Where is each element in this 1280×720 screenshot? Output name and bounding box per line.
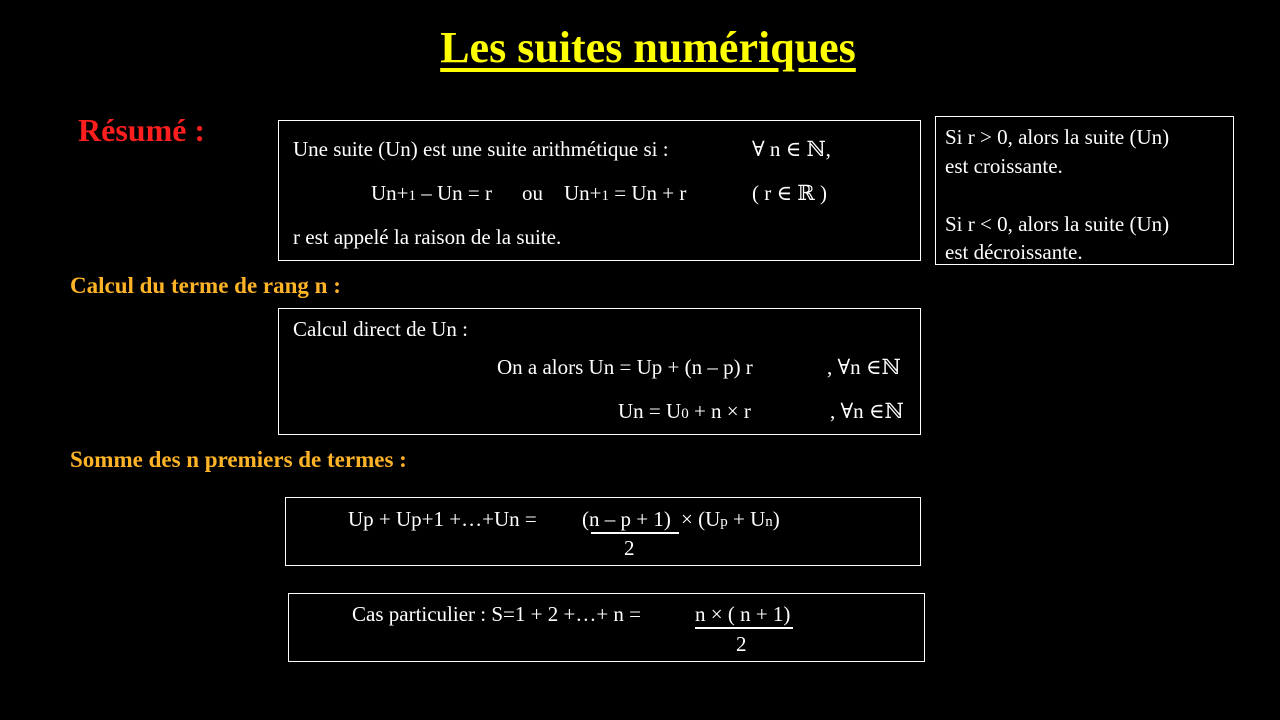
sum-denominator: 2 [624,536,635,560]
special-lhs: Cas particulier : S=1 + 2 +…+ n = [352,602,642,626]
summary-heading: Résumé : [78,112,206,148]
rank-section-heading: Calcul du terme de rang n : [70,273,341,298]
special-numerator: n × ( n + 1) [695,602,791,626]
special-denominator: 2 [736,632,747,656]
page-title: Les suites numériques [440,23,856,72]
formula-up-condition: , ∀n ∈ℕ [827,355,901,379]
decreasing-condition: Si r < 0, alors la suite (Un) [945,212,1170,236]
definition-line: Une suite (Un) est une suite arithmétique si : [293,137,669,161]
formula-u0: Un = U0 + n × r [618,399,751,423]
formula-u0-condition: , ∀n ∈ℕ [830,399,904,423]
r-domain: ( r ∈ ℝ ) [752,181,827,205]
monotony-box [935,116,1234,265]
sum-fraction-bar [591,532,679,534]
sum-factor: × (Up + Un) [681,507,780,531]
rank-formula-box [278,308,921,435]
or-label: ou [522,181,543,205]
definition-box [278,120,921,261]
increasing-condition: Si r > 0, alors la suite (Un) [945,125,1170,149]
forall-n: ∀ n ∈ ℕ, [752,137,831,161]
formula-up: On a alors Un = Up + (n – p) r [497,355,753,379]
sum-lhs: Up + Up+1 +…+Un = [348,507,537,531]
sum-formula-box [285,497,921,566]
recurrence-difference: Un+1 – Un = r [371,181,493,205]
increasing-result: est croissante. [945,154,1063,178]
ratio-definition: r est appelé la raison de la suite. [293,225,562,249]
special-fraction-bar [695,627,793,629]
direct-calc-heading: Calcul direct de Un : [293,317,468,341]
special-case-box [288,593,925,662]
decreasing-result: est décroissante. [945,240,1083,264]
recurrence-sum: Un+1 = Un + r [564,181,687,205]
sum-numerator: (n – p + 1) [582,507,671,531]
sum-section-heading: Somme des n premiers de termes : [70,447,407,472]
